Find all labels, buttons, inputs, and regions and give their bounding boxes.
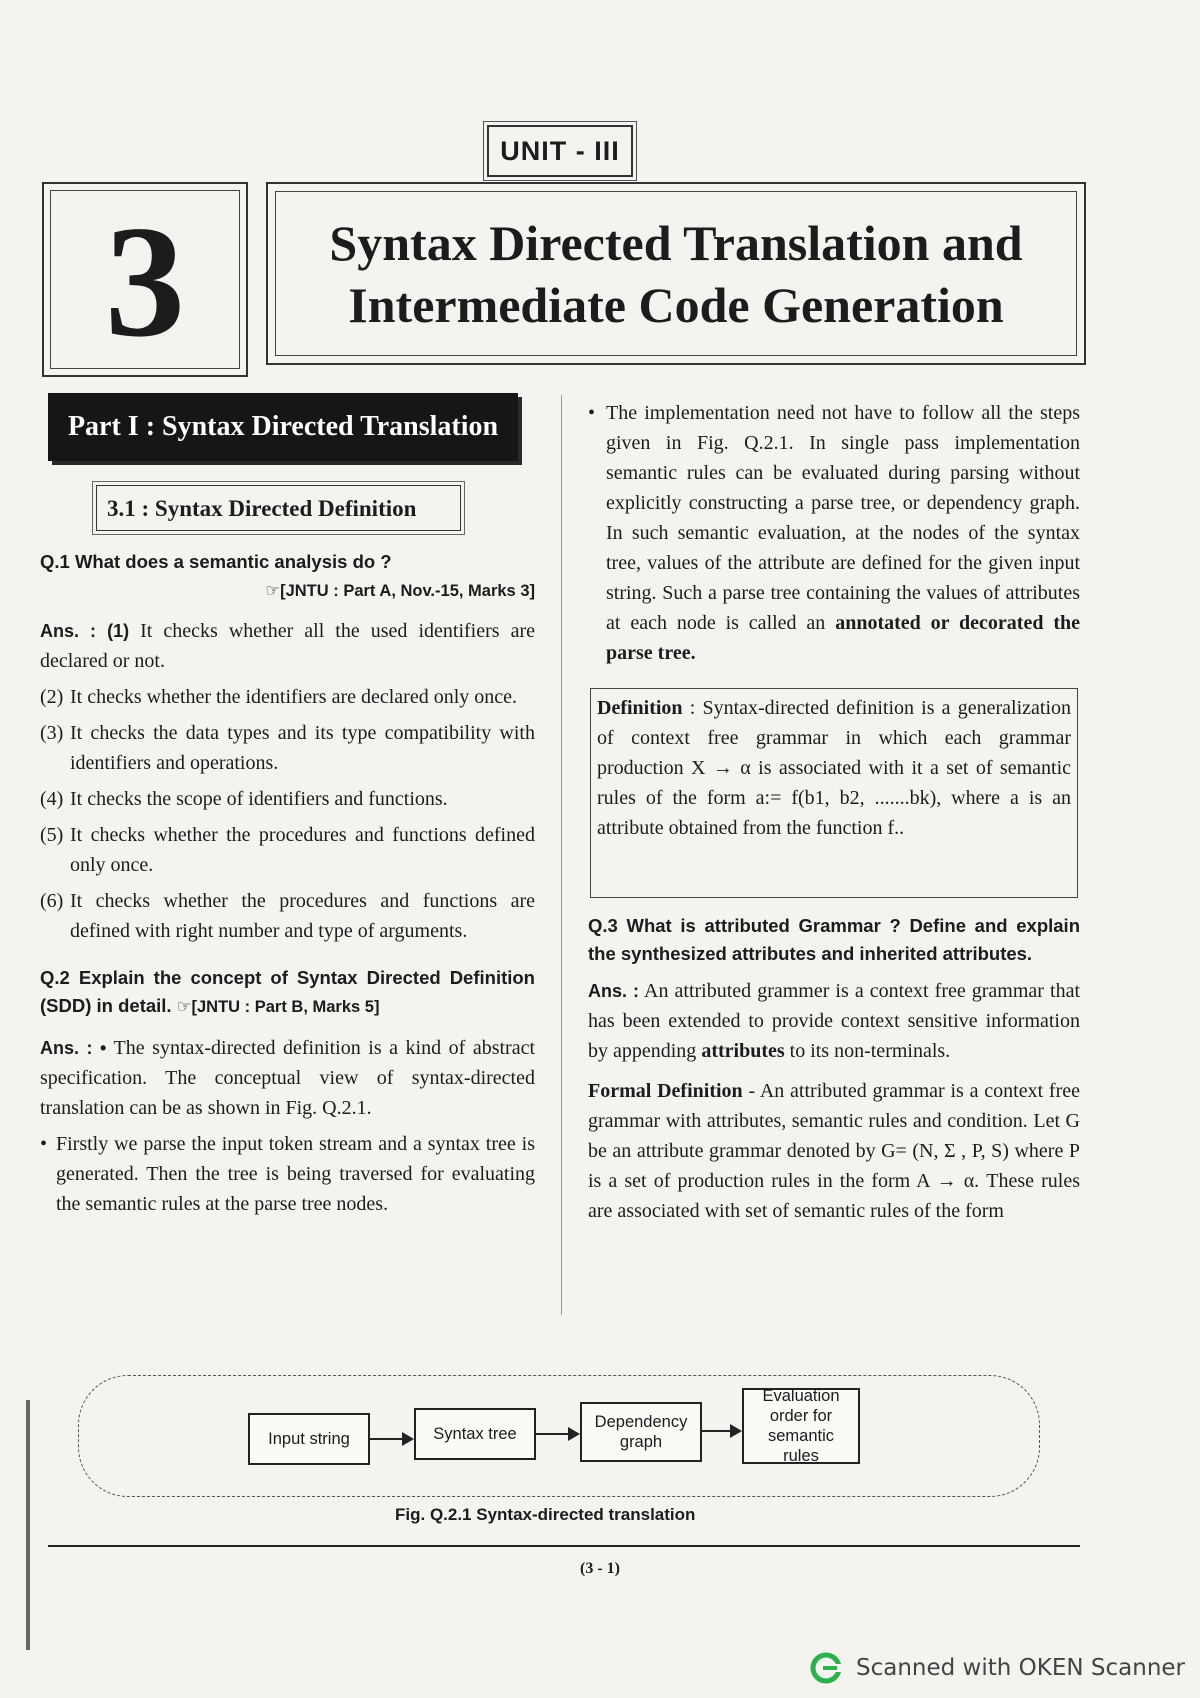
q2-bullet-text: Firstly we parse the input token stream and a syntax tree is generated. Then the tree is being traversed for evaluating the semantic rules at the parse tree nodes. [56,1133,535,1215]
chapter-number: 3 [50,190,240,369]
left-column [40,548,535,1219]
figure-caption: Fig. Q.2.1 Syntax-directed translation [395,1505,696,1524]
right-column-top [588,398,1080,668]
chapter-number-box [42,182,248,377]
implementation-bullet [588,398,1080,668]
figure-node-input-string: Input string [248,1413,370,1465]
q1-item-number: (2) [40,686,64,708]
q2-reference: ☞[JNTU : Part B, Marks 5] [176,998,380,1016]
q1-item-text: It checks the scope of identifiers and functions. [70,788,448,810]
q1-answer-prefix: Ans. : (1) [40,621,130,641]
figure-arrow [536,1433,578,1435]
q2-bullet [40,1129,535,1219]
q1-item-text: It checks whether the procedures and functions defined only once. [70,824,535,876]
scanner-text: Scanned with OKEN Scanner [856,1655,1185,1681]
definition-label: Definition [597,697,683,719]
figure-node-evaluation-order: Evaluation order for semantic rules [742,1388,860,1464]
q1-question: Q.1 What does a semantic analysis do ? [40,551,392,572]
q2-answer-prefix: Ans. : • [40,1038,107,1058]
q1-item-number: (6) [40,890,64,912]
figure-frame [78,1375,1040,1497]
figure-arrow [702,1430,740,1432]
formal-definition-label: Formal Definition [588,1080,743,1102]
figure-node-dependency-graph: Dependency graph [580,1402,702,1462]
scanner-logo-icon [810,1652,842,1684]
q1-item-text: It checks the data types and its type compatibility with identifiers and operations. [70,722,535,774]
q3-answer-bold: attributes [701,1040,785,1062]
formal-definition [588,1076,1080,1226]
figure-arrow [370,1438,412,1440]
q2-question [40,964,535,1021]
q3-answer-text-b: to its non-terminals. [789,1040,951,1062]
definition-box [590,688,1078,898]
q3-answer-text-a: An attributed grammer is a context free grammar that has been extended to provide context sensitive information by appending [588,980,1080,1062]
chapter-title-box [266,182,1086,365]
q3-answer [588,976,1080,1066]
q2-question-text: Q.2 Explain the concept of Syntax Directed Definition (SDD) in detail. [40,967,535,1016]
q1-reference: ☞[JNTU : Part A, Nov.-15, Marks 3] [265,582,535,600]
q1-item-1: It checks whether all the used identifiers are declared or not. [40,620,535,672]
q2-answer [40,1033,535,1123]
unit-label: UNIT - III [487,125,633,177]
q2-answer-text: The syntax-directed definition is a kind of abstract specification. The conceptual view of syntax-directed translation can be as shown in Fig. Q.2.1. [40,1037,536,1119]
column-divider [561,395,562,1315]
q1-item [40,682,535,712]
q3-answer-prefix: Ans. : [588,981,640,1001]
q1-item-number: (5) [40,824,64,846]
q1-block [40,548,535,946]
q1-item-text: It checks whether the identifiers are declared only once. [70,686,518,708]
implementation-text: The implementation need not have to follow all the steps given in Fig. Q.2.1. In single pass implementation semantic rules can be evaluated during parsing without explicitly constructing a parse tree, or dependency graph. In such semantic evaluation, at the nodes of the syntax tree, values of the attribute are defined for the given input string. Such a parse tree containing the values of attributes at each node is called an [606,402,1080,634]
implementation-bold: annotated or decorated the parse tree. [606,612,1081,664]
page-number: (3 - 1) [580,1560,620,1577]
q1-answer-1 [40,616,535,676]
bullet-icon: • [588,402,596,424]
q1-item [40,820,535,880]
q2-block [40,964,535,1219]
section-heading: 3.1 : Syntax Directed Definition [96,485,461,531]
page-edge-shadow [26,1400,30,1650]
q1-item [40,784,535,814]
footer-rule [48,1545,1080,1547]
q1-item [40,886,535,946]
scanner-watermark [810,1650,1185,1686]
chapter-title-line2: Intermediate Code Generation [348,276,1004,333]
bullet-icon: • [40,1133,48,1155]
q1-item-text: It checks whether the procedures and functions are defined with right number and type of arguments. [70,890,535,942]
chapter-title-line1: Syntax Directed Translation and [329,214,1023,271]
formal-definition-text: - An attributed grammar is a context free grammar with attributes, semantic rules and condition. Let G be an attribute grammar denoted by G= (N, Σ , P, S) where P is a set of production rules in the form A → α. These rules are associated with set of semantic rules of the form [588,1080,1080,1222]
definition-text: : Syntax-directed definition is a generalization of context free grammar in which each grammar production X → α is associated with it a set of semantic rules of the form a:= f(b1, b2, .......bk), where a is an attribute obtained from the function f.. [597,697,1071,839]
q1-item-number: (4) [40,788,64,810]
q1-item [40,718,535,778]
q3-question: Q.3 What is attributed Grammar ? Define and explain the synthesized attributes and inherited attributes. [588,915,1080,964]
figure-node-syntax-tree: Syntax tree [414,1408,536,1460]
right-column-bottom [588,912,1080,1226]
part-banner: Part I : Syntax Directed Translation [48,393,518,461]
q1-item-number: (3) [40,722,64,744]
